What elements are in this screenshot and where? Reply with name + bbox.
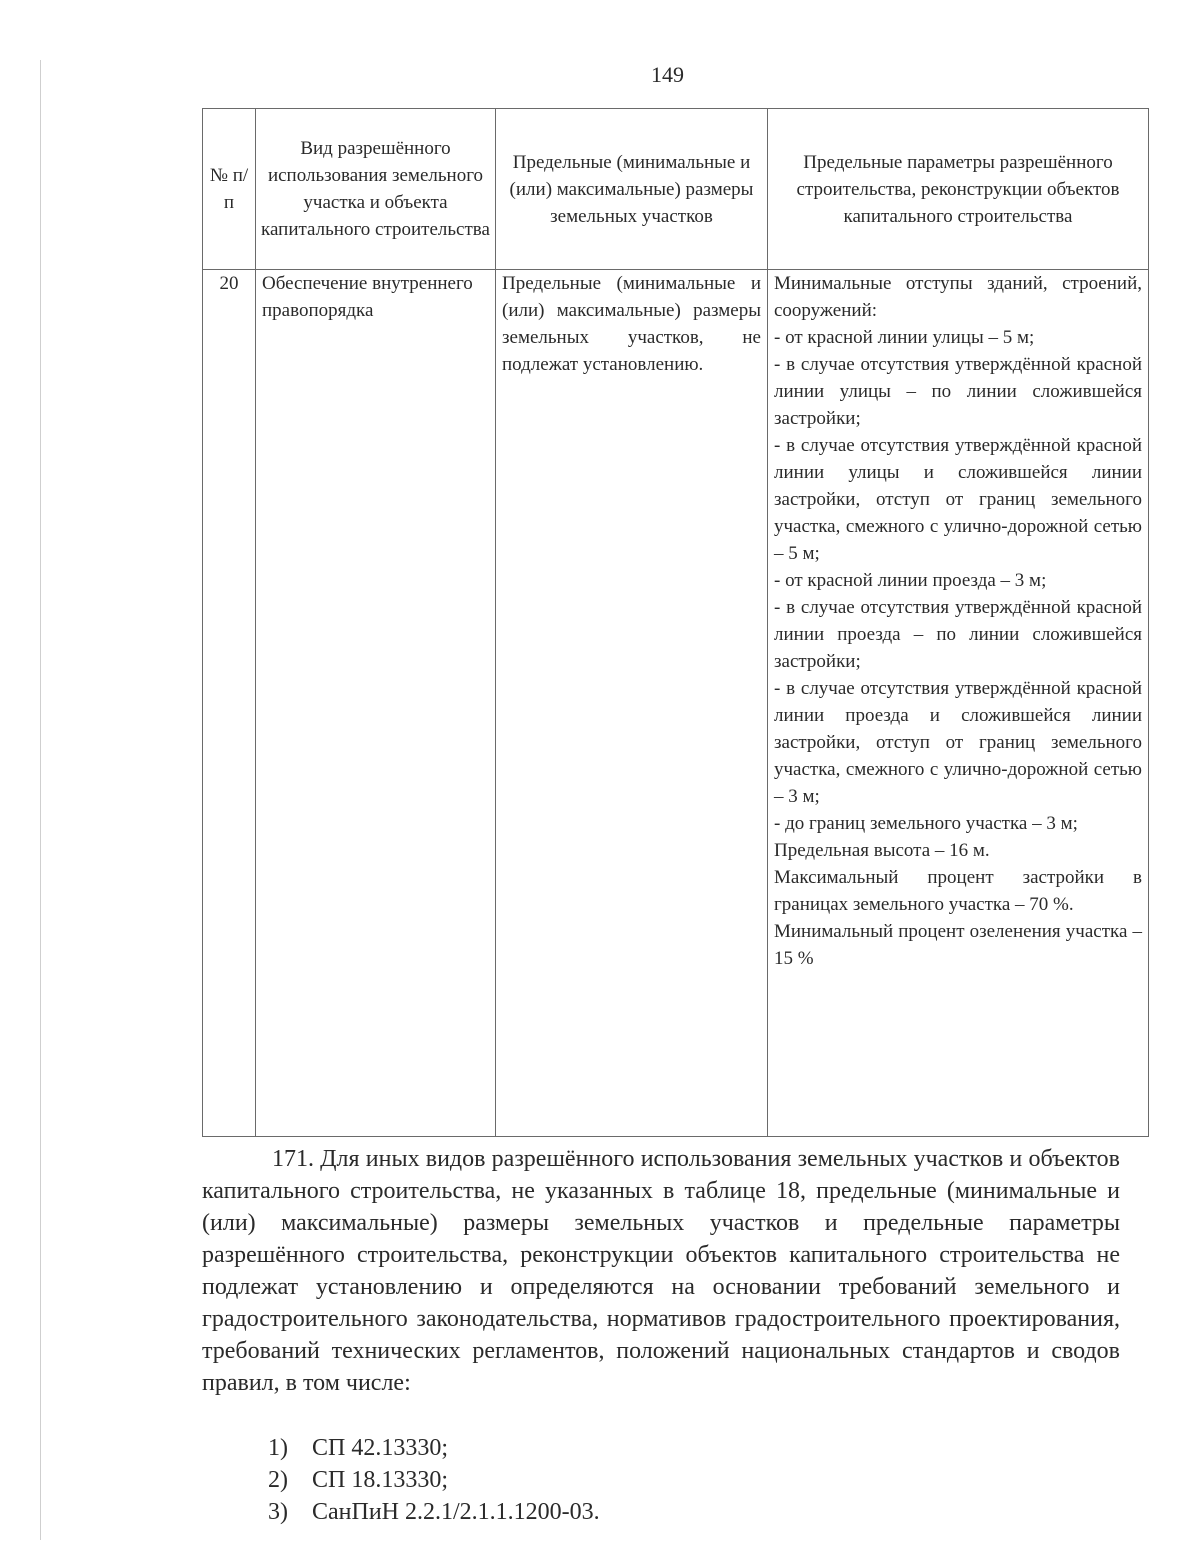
list-item-text: СанПиН 2.2.1/2.1.1.1200-03.: [312, 1499, 600, 1525]
header-use-type: Вид разрешённого использования земельного участка и объекта капитального строительства: [256, 109, 496, 270]
list-item-number: 2): [268, 1467, 288, 1493]
param-line: Предельная высота – 16 м.: [774, 840, 990, 861]
header-plot-sizes: Предельные (минимальные и (или) максимальные) размеры земельных участков: [496, 109, 768, 270]
param-line: - в случае отсутствия утверждённой красной линии улицы и сложившейся линии застройки, отступ от границ земельного участка, смежного с улично-дорожной сетью – 5 м;: [774, 435, 1142, 564]
header-num: № п/п: [203, 109, 256, 270]
param-line: - в случае отсутствия утверждённой красной линии проезда и сложившейся линии застройки, отступ от границ земельного участка, смежного с улично-дорожной сетью – 3 м;: [774, 678, 1142, 807]
table-row: [203, 270, 1149, 1137]
row-build-params: [768, 270, 1149, 1137]
paragraph-text: 171. Для иных видов разрешённого использования земельных участков и объектов капитального строительства, не указанных в таблице 18, предельные (минимальные и (или) максимальные) размеры земельных участков и предельные параметры разрешённого строительства, реконструкции объектов капитального строительства не подлежат установлению и определяются на основании требований земельного и градостроительного законодательства, нормативов градостроительного проектирования, требований технических регламентов, положений национальных стандартов и сводов правил, в том числе:: [202, 1146, 1120, 1396]
param-line: - до границ земельного участка – 3 м;: [774, 813, 1078, 834]
row-plot-sizes: Предельные (минимальные и (или) максимальные) размеры земельных участков, не подлежат установлению.: [496, 270, 768, 1137]
row-use-type: Обеспечение внутреннего правопорядка: [256, 270, 496, 1137]
list-item-number: 1): [268, 1435, 288, 1461]
param-line: - от красной линии проезда – 3 м;: [774, 570, 1047, 591]
table-header-row: [203, 109, 1149, 270]
row-num: 20: [203, 270, 256, 1137]
norms-list: [268, 1432, 600, 1528]
list-item-number: 3): [268, 1499, 288, 1525]
param-line: - в случае отсутствия утверждённой красной линии улицы – по линии сложившейся застройки;: [774, 354, 1142, 429]
param-line: Максимальный процент застройки в границах земельного участка – 70 %.: [774, 867, 1142, 915]
param-line: Минимальный процент озеленения участка – 15 %: [774, 921, 1142, 969]
paragraph-171: [202, 1143, 1120, 1399]
list-item-text: СП 18.13330;: [312, 1467, 449, 1493]
page-number: 149: [651, 62, 684, 87]
list-item: [268, 1464, 600, 1496]
param-line: Минимальные отступы зданий, строений, сооружений:: [774, 273, 1142, 321]
list-item: [268, 1496, 600, 1528]
regulations-table: [202, 108, 1149, 1137]
scan-edge-line: [40, 60, 41, 1540]
list-item-text: СП 42.13330;: [312, 1435, 449, 1461]
header-build-params: Предельные параметры разрешённого строительства, реконструкции объектов капитального строительства: [768, 109, 1149, 270]
param-line: - в случае отсутствия утверждённой красной линии проезда – по линии сложившейся застройки;: [774, 597, 1142, 672]
list-item: [268, 1432, 600, 1464]
param-line: - от красной линии улицы – 5 м;: [774, 327, 1035, 348]
